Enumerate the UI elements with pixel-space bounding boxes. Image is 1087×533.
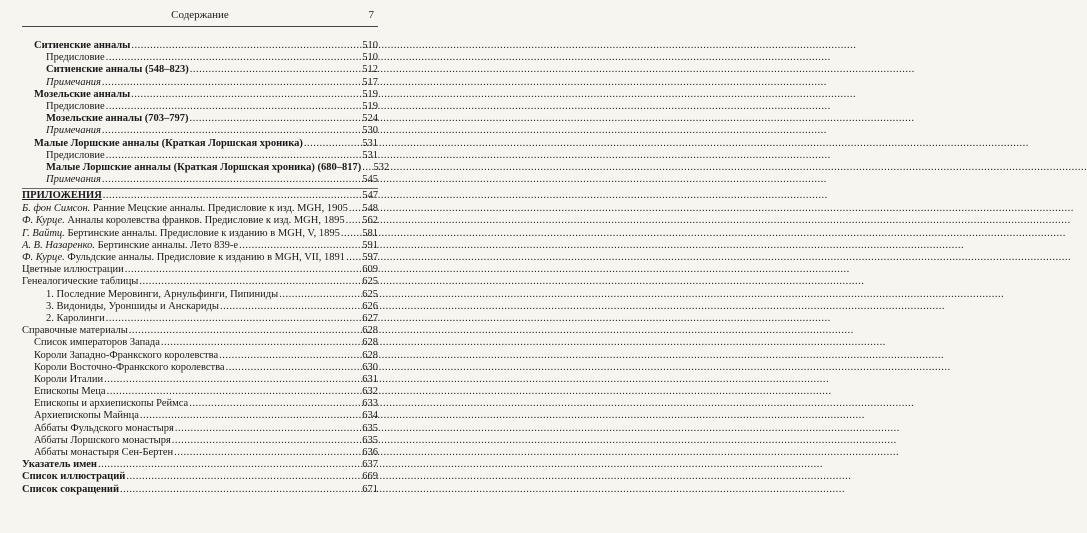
toc-entry-page: 631: [362, 373, 378, 385]
toc-entry-page: 532: [373, 161, 390, 173]
toc-entry-page: 562: [362, 215, 378, 227]
toc-entry-page: 609: [362, 264, 378, 276]
toc-entry[interactable]: [22, 150, 378, 162]
running-title: Содержание: [171, 9, 229, 21]
toc-entry-title: 3. Видониды, Уроншиды и Анскариды: [46, 300, 219, 312]
dot-leader: [362, 162, 368, 174]
toc-entry[interactable]: [22, 113, 378, 125]
toc-entry-title: 2. Каролинги: [46, 312, 105, 324]
toc-entry[interactable]: [22, 410, 378, 422]
toc-entry[interactable]: [22, 228, 378, 240]
toc-entry[interactable]: [22, 484, 378, 496]
toc-entry-title: Примечания: [46, 125, 101, 137]
toc-entry-title: Мозельские анналы: [34, 88, 131, 100]
toc-entry-title: Короли Западно-Франкского королевства: [34, 349, 219, 361]
toc-entry-page: 634: [362, 410, 378, 422]
dot-leader: [239, 240, 357, 252]
toc-entry[interactable]: [22, 240, 378, 252]
dot-leader: [103, 189, 357, 203]
toc-entry-title: 1. Последние Меровинги, Арнульфинги, Пипиниды: [46, 288, 279, 300]
dot-leader: [175, 423, 357, 435]
toc-entry-title: Список сокращений: [22, 483, 119, 495]
toc-entry-page: 628: [362, 325, 378, 337]
toc-entry[interactable]: [22, 40, 378, 52]
dot-leader: [140, 410, 357, 422]
dot-leader: [106, 101, 357, 113]
toc-entry-author: А. В. Назаренко.: [22, 239, 96, 251]
toc-entry[interactable]: [22, 386, 378, 398]
toc-entry-page: 625: [362, 288, 378, 300]
dot-leader: [349, 203, 357, 215]
dot-leader: [346, 252, 357, 264]
toc-entry-title: Епископы Меца: [34, 386, 106, 398]
toc-entry-title: Малые Лоршские анналы (Краткая Лоршская хроника) (680–817): [46, 161, 362, 173]
toc-entry-label: Ранние Мецские анналы. Предисловие к изд. MGH, 1905: [90, 203, 348, 215]
toc-entry[interactable]: [22, 337, 378, 349]
toc-entry-page: 597: [362, 252, 378, 263]
toc-entry-title: Примечания: [46, 76, 101, 88]
toc-entry-page: 635: [362, 434, 378, 446]
dot-leader: [106, 313, 357, 325]
toc-entry-author: Ф. Курце.: [22, 215, 65, 227]
dot-leader: [139, 276, 357, 288]
toc-entry[interactable]: [22, 89, 378, 101]
toc-entry-page: 628: [362, 349, 378, 361]
toc-entry-title: Указатель имен: [22, 459, 97, 471]
dot-leader: [341, 228, 357, 240]
dot-leader: [161, 337, 357, 349]
toc-entry[interactable]: [22, 125, 378, 137]
toc-entry[interactable]: [22, 188, 378, 203]
toc-entry[interactable]: [22, 362, 378, 374]
dot-leader: [346, 215, 357, 227]
toc-entry[interactable]: [22, 138, 378, 150]
dot-leader: [220, 301, 357, 313]
dot-leader: [131, 89, 357, 101]
toc-entry-title: Короли Восточно-Франкского королевства: [34, 361, 225, 373]
toc-entry[interactable]: [22, 101, 378, 113]
toc-entry-page: 530: [362, 125, 378, 137]
toc-entry[interactable]: [22, 325, 378, 337]
dot-leader: [279, 289, 357, 301]
toc-entry[interactable]: [22, 174, 378, 186]
toc-entry-title: Справочные материалы: [22, 325, 128, 337]
toc-entry-page: 632: [362, 386, 378, 398]
toc-entry[interactable]: [22, 435, 378, 447]
toc-entry-author: Г. Вайтц.: [22, 227, 65, 239]
page-number: 7: [368, 9, 374, 21]
toc-entry-title: Предисловие: [46, 52, 105, 64]
dot-leader: [126, 471, 357, 483]
toc-entry-title: Аббаты монастыря Сен-Бертен: [34, 447, 174, 458]
dot-leader: [190, 64, 357, 76]
toc-entry-title: Аббаты Фульдского монастыря: [34, 422, 174, 434]
toc-entry[interactable]: [22, 301, 378, 313]
toc-entry-page: 591: [362, 239, 378, 251]
dot-leader: [304, 138, 357, 150]
dot-leader: [172, 435, 357, 447]
toc-entry-author: Б. фон Симсон.: [22, 203, 91, 215]
dot-leader: [189, 398, 357, 410]
toc-entry-author: Ф. Курце.: [22, 252, 65, 263]
toc-entry[interactable]: [22, 77, 378, 89]
dot-leader: [120, 484, 357, 496]
toc-entry-page: 531: [362, 137, 378, 149]
toc-entry-page: 671: [362, 483, 378, 495]
dot-leader: [102, 174, 357, 186]
toc-entry-page: 635: [362, 422, 378, 434]
toc-entry-page: 519: [362, 100, 378, 112]
toc-entry-page: 628: [362, 337, 378, 349]
toc-entry[interactable]: [22, 276, 378, 288]
dot-leader: [102, 77, 357, 89]
toc-entry-title: Аббаты Лоршского монастыря: [34, 434, 171, 446]
toc-entry-page: 636: [362, 447, 378, 458]
toc-entry-label: Фульдские анналы. Предисловие к изданию в MGH, VII, 1891: [64, 252, 346, 263]
toc-entry[interactable]: [22, 374, 378, 386]
dot-leader: [98, 459, 357, 471]
dot-leader: [129, 325, 357, 337]
dot-leader: [107, 386, 357, 398]
toc-entry[interactable]: [22, 423, 378, 435]
toc-entry-page: 669: [362, 471, 378, 483]
toc-entry-page: 510: [362, 40, 378, 51]
toc-entry-page: 630: [362, 361, 378, 373]
toc-entry[interactable]: [22, 471, 378, 483]
toc-entry-page: 625: [362, 276, 378, 288]
toc-entry-title: Список императоров Запада: [34, 337, 160, 349]
toc-entry-page: 524: [362, 113, 378, 125]
toc-entry[interactable]: [22, 64, 378, 76]
toc-entry-title: [22, 252, 345, 264]
toc-entry-page: 531: [362, 149, 378, 161]
toc-entry[interactable]: [22, 447, 378, 459]
toc-entry-page: 627: [362, 312, 378, 324]
toc-entry-title: [22, 240, 238, 252]
toc-entry-title: Генеалогические таблицы: [22, 276, 139, 288]
toc-entry-title: Архиепископы Майнца: [34, 410, 139, 422]
dot-leader: [102, 125, 357, 137]
dot-leader: [190, 113, 357, 125]
toc-entry[interactable]: [22, 289, 378, 301]
toc-entry-page: 545: [362, 174, 378, 186]
toc-entry-title: Епископы и архиепископы Реймса: [34, 398, 189, 410]
toc-entry[interactable]: [22, 313, 378, 325]
toc-entry-page: 519: [362, 88, 378, 100]
toc-entry-title: Ситиенские анналы (548–823): [46, 64, 189, 76]
toc-entry-title: Цветные иллюстрации: [22, 264, 124, 276]
toc-entry-title: Мозельские анналы (703–797): [46, 113, 189, 125]
toc-entry[interactable]: [22, 215, 378, 227]
toc-entry-title: Примечания: [46, 174, 101, 186]
dot-leader: [106, 150, 357, 162]
toc-entry-page: 547: [362, 190, 378, 202]
toc-entry-title: [22, 228, 340, 240]
toc-entry-label: Анналы королевства франков. Предисловие к изд. MGH, 1895: [64, 215, 345, 227]
dot-leader: [219, 350, 357, 362]
toc-entry-title: [22, 203, 348, 215]
toc-entry-title: Список иллюстраций: [22, 471, 126, 483]
toc-entry[interactable]: [22, 252, 378, 264]
toc-entry-page: 581: [362, 227, 378, 239]
toc-entry-title: Предисловие: [46, 100, 105, 112]
toc-entry[interactable]: [22, 52, 378, 64]
toc-entry[interactable]: [22, 350, 378, 362]
toc-entry-title: [22, 215, 345, 227]
toc-entry-page: 637: [362, 459, 378, 471]
running-header: [22, 4, 378, 27]
toc-entry[interactable]: [22, 161, 390, 174]
toc-entry-title: Короли Италии: [34, 373, 104, 385]
toc-entry-label: Бертинские анналы. Лето 839-е: [95, 239, 239, 251]
toc-entry[interactable]: [22, 398, 378, 410]
toc-entry-title: Малые Лоршские анналы (Краткая Лоршская хроника): [34, 137, 303, 149]
toc-entry[interactable]: [22, 459, 378, 471]
toc-entry-page: 512: [362, 64, 378, 76]
dot-leader: [106, 52, 357, 64]
toc-entry-title: Предисловие: [46, 149, 105, 161]
toc-entry-label: Бертинские анналы. Предисловие к изданию в MGH, V, 1895: [64, 227, 340, 239]
dot-leader: [104, 374, 357, 386]
toc-entry-page: 626: [362, 300, 378, 312]
toc-entry-title: Ситиенские анналы: [34, 40, 131, 51]
dot-leader: [125, 264, 357, 276]
table-of-contents: [22, 40, 390, 496]
dot-leader: [174, 447, 357, 459]
toc-entry-title: ПРИЛОЖЕНИЯ: [22, 190, 102, 202]
toc-entry-page: 517: [362, 76, 378, 88]
toc-entry[interactable]: [22, 264, 378, 276]
dot-leader: [226, 362, 357, 374]
toc-entry-page: 633: [362, 398, 378, 410]
toc-entry-page: 548: [362, 203, 378, 215]
toc-entry-page: 510: [362, 52, 378, 64]
dot-leader: [131, 40, 357, 52]
toc-entry[interactable]: [22, 203, 378, 215]
